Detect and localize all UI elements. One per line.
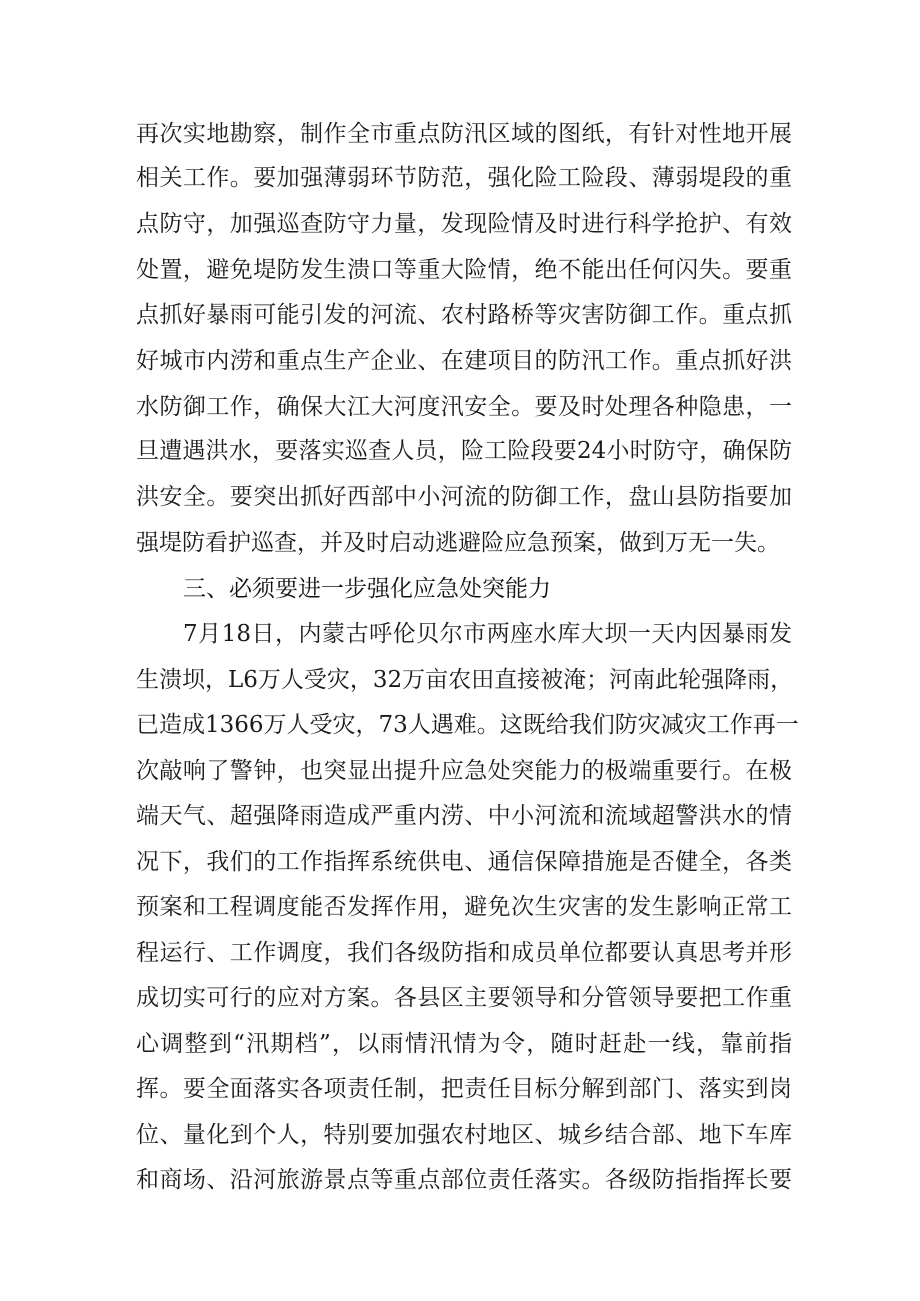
section-heading: 三、必须要进一步强化应急处突能力: [183, 576, 551, 602]
paragraph-2-line-13: 和商场、沿河旅游景点等重点部位责任落实。各级防指指挥长要: [136, 1167, 792, 1193]
paragraph-2-line-2: 生溃坝，L6万人受灾，32万亩农田直接被淹；河南此轮强降雨，: [136, 667, 794, 693]
paragraph-2-line-12: 位、量化到个人，特别要加强农村地区、城乡结合部、地下车库: [136, 1122, 792, 1148]
paragraph-1-line-10: 强堤防看护巡查，并及时启动逃避险应急预案，做到万无一失。: [136, 530, 780, 556]
paragraph-2-line-3: 已造成1366万人受灾，73人遇难。这既给我们防灾减灾工作再一: [136, 712, 799, 738]
paragraph-2-line-9: 成切实可行的应对方案。各县区主要领导和分管领导要把工作重: [136, 985, 792, 1011]
paragraph-1-line-4: 处置，避免堤防发生溃口等重大险情，绝不能出任何闪失。要重: [136, 257, 792, 283]
paragraph-1-line-2: 相关工作。要加强薄弱环节防范，强化险工险段、薄弱堤段的重: [136, 165, 792, 191]
paragraph-1-line-6: 好城市内涝和重点生产企业、在建项目的防汛工作。重点抓好洪: [136, 348, 792, 374]
paragraph-2-line-5: 端天气、超强降雨造成严重内涝、中小河流和流域超警洪水的情: [136, 803, 792, 829]
paragraph-2-line-7: 预案和工程调度能否发挥作用，避免次生灾害的发生影响正常工: [136, 894, 792, 920]
paragraph-1-line-5: 点抓好暴雨可能引发的河流、农村路桥等灾害防御工作。重点抓: [136, 302, 792, 328]
paragraph-1-line-8: 旦遭遇洪水，要落实巡查人员，险工险段要24小时防守，确保防: [136, 438, 792, 464]
paragraph-1-line-1: 再次实地勘察，制作全市重点防汛区域的图纸，有针对性地开展: [136, 121, 792, 147]
paragraph-2-line-11: 挥。要全面落实各项责任制，把责任目标分解到部门、落实到岗: [136, 1076, 792, 1102]
paragraph-1-line-3: 点防守，加强巡查防守力量，发现险情及时进行科学抢护、有效: [136, 211, 792, 237]
paragraph-2-line-4: 次敲响了警钟，也突显出提升应急处突能力的极端重要行。在极: [136, 758, 792, 784]
paragraph-2-line-10: 心调整到“汛期档”，以雨情汛情为令，随时赶赴一线，靠前指: [136, 1031, 792, 1057]
paragraph-1-line-9: 洪安全。要突出抓好西部中小河流的防御工作，盘山县防指要加: [136, 484, 792, 510]
paragraph-2-line-8: 程运行、工作调度，我们各级防指和成员单位都要认真思考并形: [136, 940, 792, 966]
paragraph-2-line-1: 7月18日，内蒙古呼伦贝尔市两座水库大坝一天内因暴雨发: [183, 621, 792, 647]
paragraph-2-line-6: 况下，我们的工作指挥系统供电、通信保障措施是否健全，各类: [136, 849, 792, 875]
paragraph-1-line-7: 水防御工作，确保大江大河度汛安全。要及时处理各种隐患，一: [136, 394, 792, 420]
